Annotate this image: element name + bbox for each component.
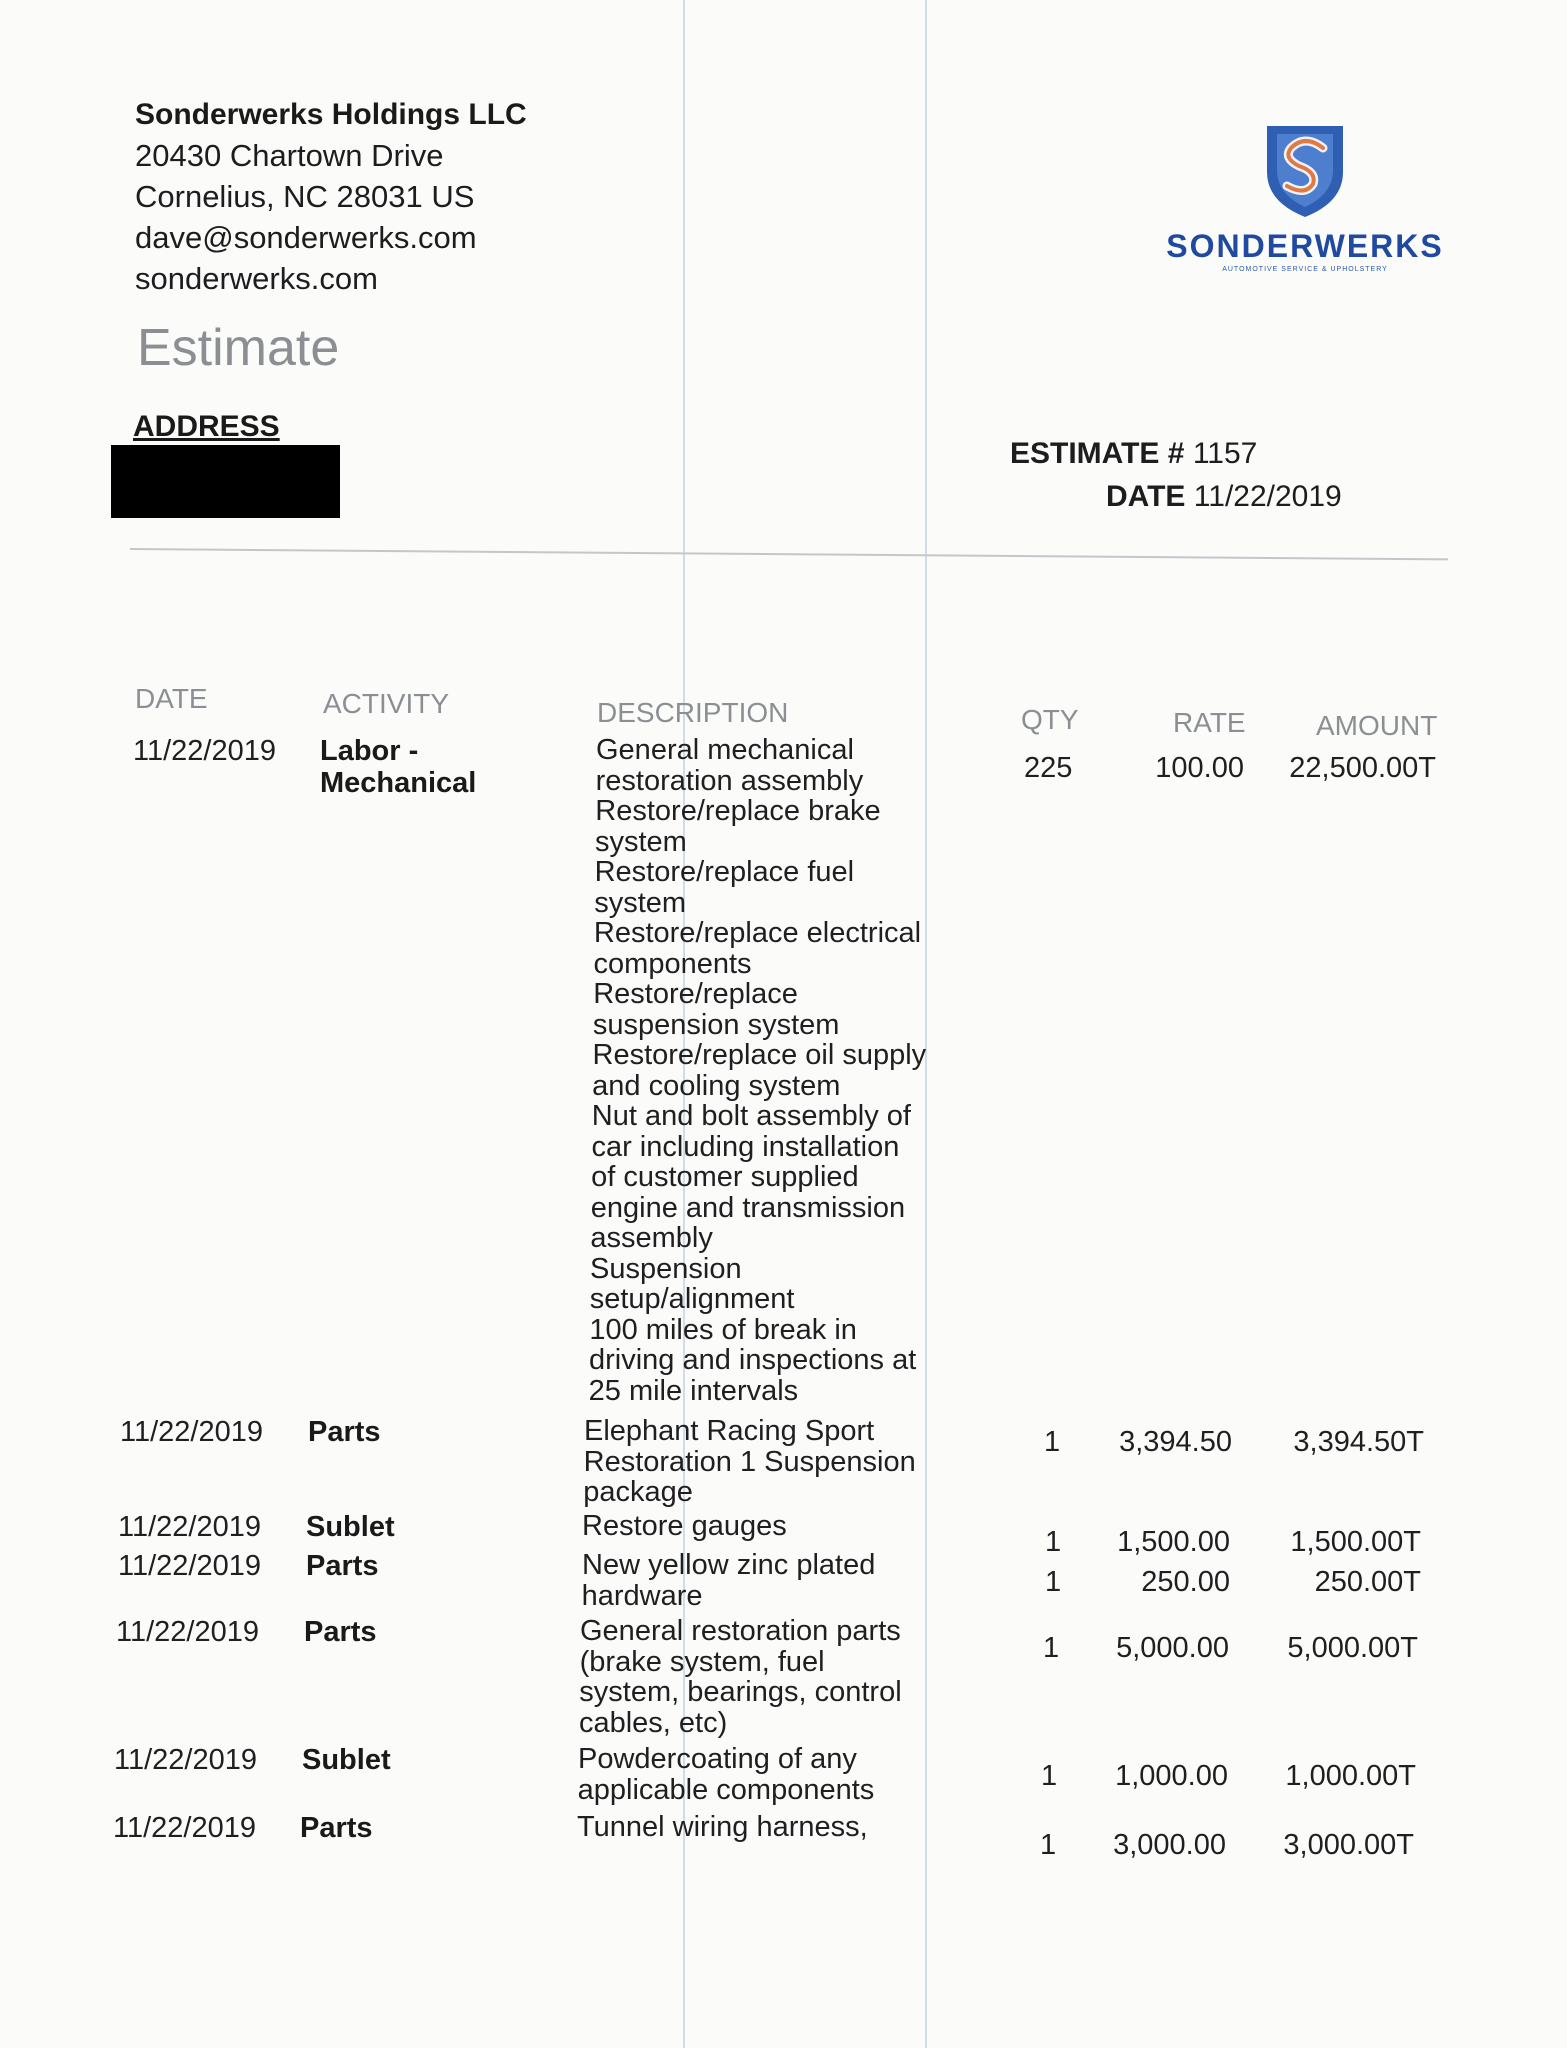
company-email: dave@sonderwerks.com — [135, 220, 477, 255]
row-rate: 1,000.00 — [1115, 1760, 1228, 1792]
row-amount: 1,500.00T — [1290, 1526, 1421, 1558]
row-description-line: Restore/replace fuel — [594, 856, 855, 888]
company-website: sonderwerks.com — [135, 261, 378, 296]
row-activity: Sublet — [302, 1744, 391, 1776]
row-rate: 3,394.50 — [1119, 1426, 1232, 1458]
row-rate: 1,500.00 — [1117, 1526, 1230, 1558]
row-rate: 5,000.00 — [1116, 1632, 1229, 1664]
row-qty: 1 — [1041, 1760, 1058, 1792]
column-header-qty: QTY — [1021, 704, 1079, 735]
row-qty: 1 — [1045, 1566, 1062, 1598]
row-description-line: Elephant Racing Sport — [584, 1415, 875, 1447]
company-street: 20430 Chartown Drive — [135, 138, 444, 173]
row-description-line: car including installation — [591, 1130, 900, 1163]
row-amount: 3,000.00T — [1283, 1829, 1414, 1861]
row-description-line: Powdercoating of any — [578, 1743, 857, 1775]
row-description-line: hardware — [581, 1579, 703, 1612]
column-header-description: DESCRIPTION — [597, 697, 789, 728]
row-activity: Parts — [304, 1616, 377, 1648]
row-description-line: General mechanical — [596, 734, 854, 766]
row-activity: Parts — [306, 1550, 379, 1582]
column-header-amount: AMOUNT — [1316, 710, 1438, 741]
row-description-line: setup/alignment — [589, 1283, 795, 1315]
row-date: 11/22/2019 — [120, 1416, 263, 1448]
scan-artifact-line — [925, 0, 927, 2048]
row-amount: 250.00T — [1314, 1566, 1421, 1598]
row-description-line: assembly — [590, 1222, 713, 1254]
row-qty: 1 — [1045, 1526, 1062, 1558]
redacted-address-block — [111, 445, 340, 518]
row-rate: 3,000.00 — [1113, 1829, 1226, 1861]
row-rate: 100.00 — [1155, 752, 1244, 784]
row-description-line: Restore/replace brake — [595, 795, 881, 827]
row-description-line: Restore/replace oil supply — [592, 1039, 927, 1071]
row-description-line: cables, etc) — [578, 1706, 728, 1739]
estimate-date: 11/22/2019 — [1193, 480, 1342, 513]
row-activity: Labor - — [320, 735, 419, 767]
row-qty: 225 — [1024, 752, 1073, 784]
logo-tagline: AUTOMOTIVE SERVICE & UPHOLSTERY — [1222, 266, 1388, 273]
row-amount: 5,000.00T — [1287, 1632, 1418, 1664]
row-date: 11/22/2019 — [118, 1550, 261, 1582]
company-logo — [1160, 120, 1450, 273]
column-header-activity: ACTIVITY — [323, 688, 450, 719]
row-amount: 22,500.00T — [1289, 752, 1436, 784]
row-activity: Parts — [300, 1812, 373, 1844]
row-amount: 3,394.50T — [1293, 1426, 1424, 1458]
row-description-line: 25 mile intervals — [588, 1374, 799, 1407]
row-description-line: system — [594, 886, 687, 919]
row-description-line: restoration assembly — [595, 764, 864, 797]
row-description-line: driving and inspections at — [589, 1344, 917, 1376]
row-qty: 1 — [1044, 1426, 1061, 1458]
row-description-line: package — [583, 1476, 693, 1508]
shield-logo-icon — [1263, 120, 1347, 220]
company-name: Sonderwerks Holdings LLC — [135, 98, 527, 131]
row-activity: Parts — [308, 1416, 381, 1448]
estimate-date-label: DATE — [1106, 480, 1186, 513]
row-date: 11/22/2019 — [116, 1616, 259, 1648]
row-description-line: of customer supplied — [591, 1161, 859, 1193]
row-description-line: Restore/replace electrical — [593, 917, 922, 949]
company-info — [135, 94, 527, 299]
row-rate: 250.00 — [1141, 1566, 1230, 1598]
estimate-number-line — [1010, 437, 1257, 471]
row-description-line: New yellow zinc plated — [582, 1549, 876, 1581]
row-date: 11/22/2019 — [113, 1812, 256, 1844]
column-header-rate: RATE — [1173, 707, 1246, 738]
row-description-line: components — [593, 947, 752, 980]
company-city: Cornelius, NC 28031 US — [135, 179, 475, 214]
row-description-line: and cooling system — [592, 1069, 841, 1102]
row-description-line: system, bearings, control — [579, 1676, 902, 1708]
row-description-line: Suspension — [590, 1252, 742, 1285]
row-description-line: General restoration parts — [580, 1615, 901, 1647]
header-divider — [130, 548, 1448, 560]
column-header-date: DATE — [135, 683, 208, 714]
row-date: 11/22/2019 — [133, 735, 276, 767]
row-description-line: engine and transmission — [590, 1191, 906, 1224]
address-label: ADDRESS — [133, 410, 280, 443]
row-activity: Mechanical — [320, 767, 477, 799]
row-description-line: Nut and bolt assembly of — [591, 1100, 911, 1132]
logo-brand-text: SONDERWERKS — [1166, 228, 1444, 264]
row-qty: 1 — [1043, 1632, 1060, 1664]
estimate-date-line — [1106, 480, 1342, 514]
row-activity: Sublet — [306, 1511, 395, 1543]
row-date: 11/22/2019 — [118, 1511, 261, 1543]
row-description-line: system — [594, 825, 687, 858]
row-description-line: suspension system — [592, 1008, 840, 1041]
document-title: Estimate — [137, 319, 340, 377]
estimate-number-label: ESTIMATE # — [1010, 437, 1185, 470]
row-amount: 1,000.00T — [1285, 1760, 1416, 1792]
row-description-line: Tunnel wiring harness, — [577, 1811, 868, 1843]
row-description-line: applicable components — [577, 1773, 875, 1806]
row-description-line: (brake system, fuel — [579, 1645, 825, 1678]
row-description-line: Restoration 1 Suspension — [583, 1445, 916, 1478]
estimate-number: 1157 — [1192, 437, 1258, 470]
row-description-line: Restore gauges — [582, 1510, 787, 1542]
row-date: 11/22/2019 — [114, 1744, 257, 1776]
row-description-line: 100 miles of break in — [589, 1313, 857, 1346]
row-qty: 1 — [1040, 1829, 1057, 1861]
row-description-line: Restore/replace — [593, 978, 798, 1010]
